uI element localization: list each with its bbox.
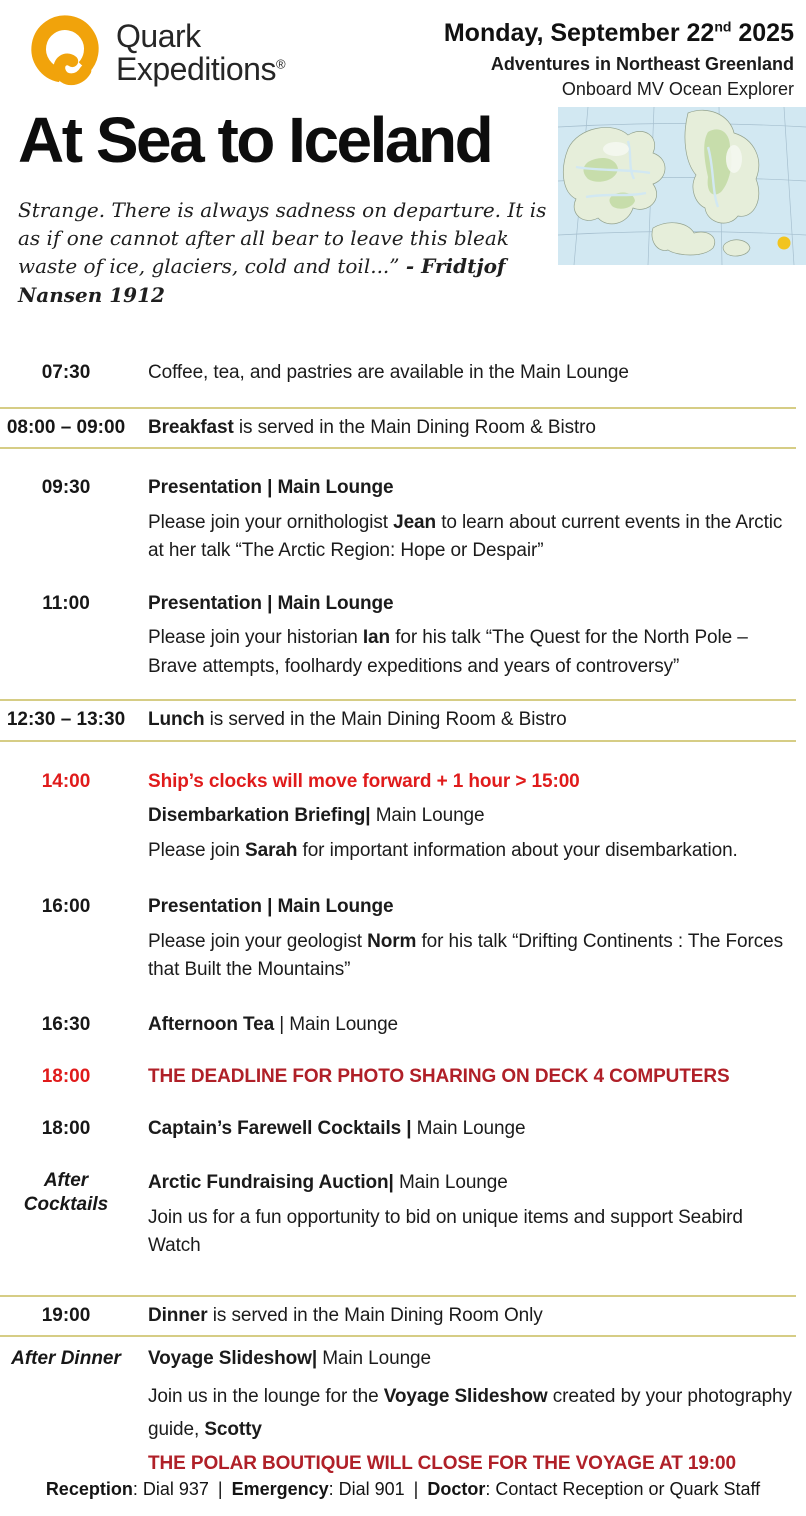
event-body: Join us in the lounge for the Voyage Slideshow created by your photography guide, Scotty [148, 1385, 792, 1440]
event-time: 08:00 – 09:00 [6, 416, 126, 438]
schedule-row-breakfast [0, 407, 796, 450]
schedule-row-slideshow [0, 1345, 796, 1479]
event-details [132, 590, 796, 682]
photo-deadline-alert: THE DEADLINE FOR PHOTO SHARING ON DECK 4 COMPUTERS [148, 1066, 730, 1088]
event-body: Join us for a fun opportunity to bid on unique items and support Seabird Watch [148, 1206, 743, 1257]
event-time: 07:30 [41, 362, 91, 384]
schedule-row-auction [0, 1169, 796, 1261]
event-title: Presentation | Main Lounge [148, 477, 394, 499]
brand-name-line1: Quark [116, 18, 201, 54]
schedule-row-1600 [0, 893, 796, 985]
header-right [444, 12, 798, 100]
event-body: Please join your ornithologist Jean to learn about current events in the Arctic at her talk “The Arctic Region: Hope or Despair” [148, 511, 783, 562]
footer-separator: | [217, 1478, 223, 1499]
vessel-name: Onboard MV Ocean Explorer [561, 78, 794, 99]
ship-position-dot [778, 237, 791, 250]
staff-name: Norm [367, 930, 417, 952]
event-body: Please join your historian Ian for his talk “The Quest for the North Pole – Brave attempts, foolhardy expeditions and years of controversy” [148, 627, 748, 677]
event-time: 12:30 – 13:30 [6, 709, 126, 731]
quote-attribution: - Fridtjof Nansen 1912 [18, 254, 506, 307]
staff-name: Scotty [204, 1418, 262, 1440]
event-time: 11:00 [42, 592, 90, 614]
footer-label-reception: Reception [45, 1478, 133, 1499]
event-body: Please join Sarah for important information about your disembarkation. [148, 839, 738, 861]
schedule-row-dinner [0, 1295, 796, 1338]
event-text: Lunch is served in the Main Dining Room & Bistro [148, 709, 567, 731]
event-details [132, 893, 796, 985]
quark-logo-icon [26, 12, 104, 95]
schedule-row-lunch [0, 699, 796, 742]
footer-separator: | [413, 1478, 419, 1499]
schedule-row-1100 [0, 590, 796, 682]
event-details [132, 1169, 796, 1261]
event-text: Breakfast is served in the Main Dining Room & Bistro [148, 416, 596, 438]
event-time: 18:00 [41, 1066, 91, 1088]
schedule-row-photo-deadline [0, 1063, 796, 1092]
event-time: 09:30 [41, 477, 91, 499]
quote-text: Strange. There is always sadness on departure. It is as if one cannot after all bear to leave this bleak waste of ice, glaciers, cold and toil...” [18, 197, 547, 279]
brand-name [116, 12, 285, 86]
event-text: Dinner is served in the Main Dining Room Only [148, 1304, 543, 1326]
brand-name-line2: Expeditions® [116, 50, 286, 87]
contact-footer: Reception: Dial 937 | Emergency: Dial 901 | Doctor: Contact Reception or Quark Staff [45, 1478, 761, 1499]
event-title: Voyage Slideshow| Main Lounge [148, 1348, 431, 1370]
event-time: 16:30 [41, 1013, 91, 1035]
event-time: After Dinner [11, 1348, 121, 1370]
event-title: Presentation | Main Lounge [148, 592, 394, 614]
schedule [0, 359, 806, 1479]
event-title: Afternoon Tea | Main Lounge [148, 1013, 399, 1035]
registered-mark: ® [275, 56, 286, 72]
date-ordinal-suffix: nd [714, 18, 732, 35]
event-time: 19:00 [41, 1304, 91, 1326]
event-details [132, 1345, 796, 1479]
event-body: Please join your geologist Norm for his talk “Drifting Continents : The Forces that Built the Mountains” [148, 930, 783, 981]
footer-label-doctor: Doctor [427, 1478, 486, 1499]
boutique-closure-notice: THE POLAR BOUTIQUE WILL CLOSE FOR THE VOYAGE AT 19:00 [148, 1453, 736, 1475]
schedule-row-cocktails [0, 1115, 796, 1144]
event-title: Arctic Fundraising Auction| Main Lounge [148, 1172, 508, 1194]
staff-name: Ian [362, 627, 391, 649]
page-title: At Sea to Iceland [18, 104, 492, 177]
event-details [132, 768, 796, 866]
schedule-row-0730 [0, 359, 796, 388]
event-title: Presentation | Main Lounge [148, 896, 394, 918]
event-time: 18:00 [41, 1117, 91, 1139]
staff-name: Jean [393, 511, 437, 533]
schedule-row-1400 [0, 768, 796, 866]
clock-change-alert: Ship’s clocks will move forward + 1 hour > 15:00 [148, 770, 580, 792]
event-title: Captain’s Farewell Cocktails | Main Lounge [148, 1117, 526, 1139]
event-details [132, 474, 796, 566]
program-date: Monday, September 22nd 2025 [443, 18, 794, 47]
brand-logo [26, 12, 285, 95]
expedition-subtitle: Adventures in Northeast Greenland [490, 54, 794, 75]
footer-label-emergency: Emergency [231, 1478, 329, 1499]
schedule-row-0930 [0, 474, 796, 566]
staff-name: Sarah [245, 839, 298, 861]
header [0, 0, 806, 100]
quote [18, 196, 570, 310]
event-title: Disembarkation Briefing| Main Lounge [148, 805, 485, 827]
event-time: 14:00 [41, 770, 91, 792]
greenland-map-image [558, 107, 806, 265]
event-time: 16:00 [41, 896, 91, 918]
event-time: After Cocktails [23, 1170, 109, 1215]
event-text: Coffee, tea, and pastries are available in the Main Lounge [148, 362, 629, 384]
schedule-row-1630 [0, 1011, 796, 1040]
